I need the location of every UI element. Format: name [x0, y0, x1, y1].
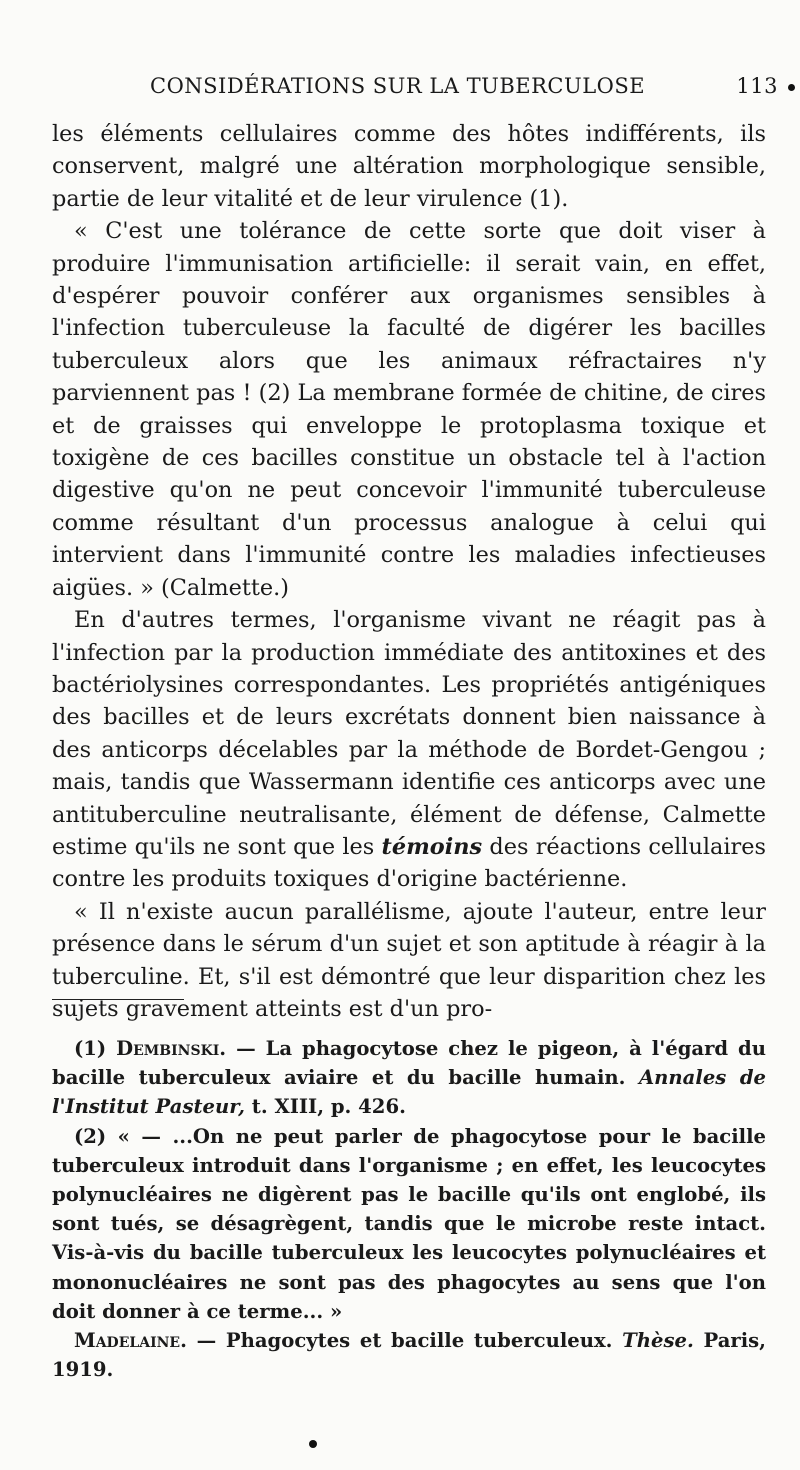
footnote-2-text: « — ...On ne peut parler de phagocytose pour le bacille tuberculeux introduit dans l'organisme ; en effet, les leucocytes polynucléaires ne digèrent pas le bacille qu'ils ont englobé, ils sont tués, se désagrègent, tandis que le microbe reste intact. Vis-à-vis du bacille tuberculeux les leucocytes polynucléaires et mononucléaires ne sont pas des phagocytes au sens que l'on doit donner à ce terme... »: [52, 1124, 767, 1323]
emphasis-temoins: témoins: [381, 833, 483, 860]
footnote-separator: [52, 999, 184, 1000]
footnote-1-text: — La phagocytose chez le pigeon, à l'égard du bacille tuberculeux aviaire et du bacille humain.: [52, 1037, 766, 1090]
footnote-1-marker: (1): [74, 1037, 107, 1060]
footnote-1-author: Dembinski.: [116, 1037, 227, 1060]
footnote-1-journal: Annales de l'Institut Pasteur,: [52, 1066, 766, 1119]
footnote-2-marker: (2): [74, 1124, 107, 1148]
footnote-2: [52, 1122, 766, 1326]
paragraph-3-text: En d'autres termes, l'organisme vivant ne réagit pas à l'infection par la production immédiate des antitoxines et des bactériolysines correspondantes. Les propriétés antigéniques des bacilles et de leurs excrétats donnent bien naissance à des anticorps décelables par la méthode de Bordet-Gengou ; mais, tandis que Wassermann identifie ces anticorps avec une antituberculine neutralisante, élément de défense, Calmette estime qu'ils ne sont que les: [52, 607, 766, 860]
paragraph-3-end: des réactions cellulaires contre les produits toxiques d'origine bactérienne.: [52, 833, 766, 893]
margin-mark: [788, 84, 795, 91]
body-text: [52, 118, 766, 1025]
running-head-title: CONSIDÉRATIONS SUR LA TUBERCULOSE: [150, 74, 646, 98]
footnote-2-author: Madelaine.: [74, 1329, 187, 1353]
paragraph-4: « Il n'existe aucun parallélisme, ajoute l'auteur, entre leur présence dans le sérum d'un sujet et son aptitude à réagir à la tuberculine. Et, s'il est démontré que leur disparition chez les sujets gravement atteints est d'un pro-: [52, 898, 766, 1022]
footnote-2-work: Thèse.: [622, 1329, 694, 1353]
bottom-dot: [309, 1440, 317, 1448]
footnote-2-place: Paris, 1919.: [52, 1329, 767, 1382]
paragraph-2: « C'est une tolérance de cette sorte que doit viser à produire l'immunisation artificielle: il serait vain, en effet, d'espérer pouvoir conférer aux organismes sensibles à l'infection tuberculeuse la faculté de digérer les bacilles tuberculeux alors que les animaux réfractaires n'y parviennent pas ! (2) La membrane formée de chitine, de cires et de graisses qui enveloppe le protoplasma toxique et toxigène de ces bacilles constitue un obstacle tel à l'action digestive qu'on ne peut concevoir l'immunité tuberculeuse comme résultant d'un processus analogue à celui qui intervient dans l'immunité contre les maladies infectieuses aigües. » (Calmette.): [52, 218, 766, 601]
footnote-1: [52, 1034, 766, 1122]
footnotes: [52, 1034, 766, 1384]
footnote-2-source: [52, 1326, 766, 1384]
footnote-2-title: — Phagocytes et bacille tuberculeux.: [196, 1329, 613, 1353]
paragraph-1: les éléments cellulaires comme des hôtes indifférents, ils conservent, malgré une altération morphologique sensible, partie de leur vitalité et de leur virulence (1).: [52, 121, 766, 212]
page-number: 113: [736, 74, 778, 98]
paragraph-3: [52, 604, 766, 896]
footnote-1-ref: t. XIII, p. 426.: [251, 1095, 406, 1119]
